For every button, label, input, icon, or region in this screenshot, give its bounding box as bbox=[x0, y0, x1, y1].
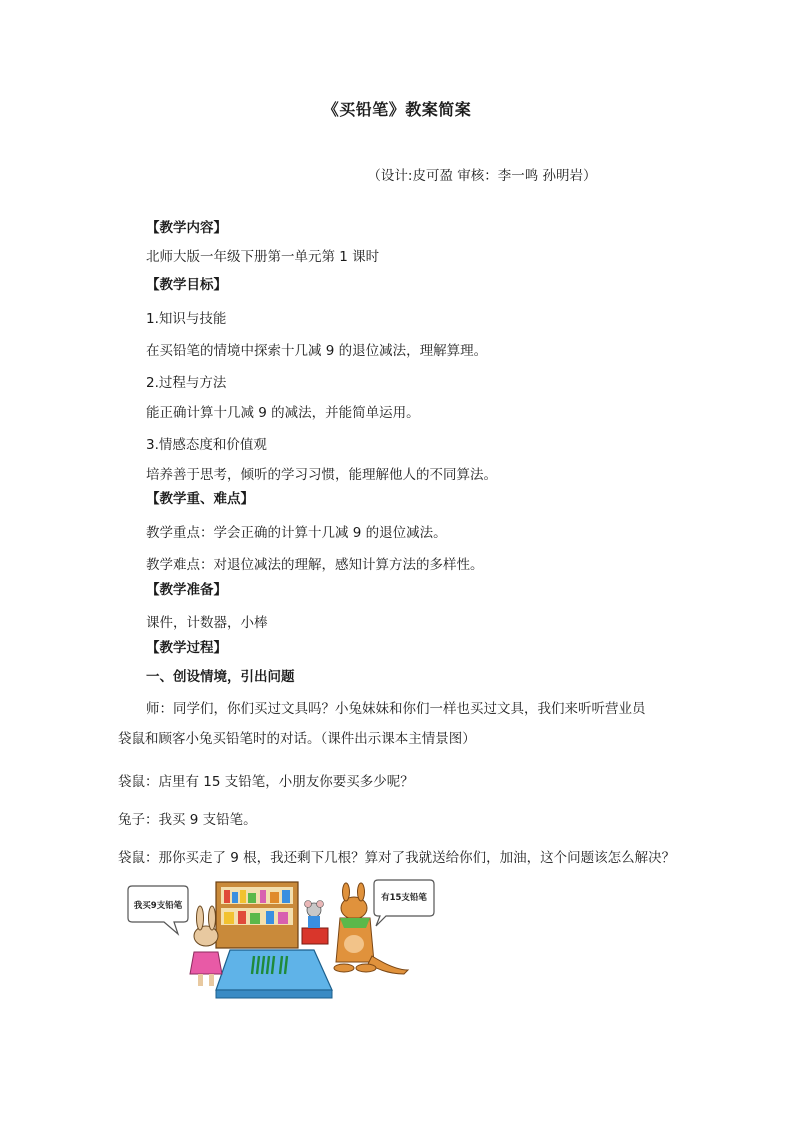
speech-bubble-right bbox=[374, 880, 434, 926]
goal3-text: 培养善于思考，倾听的学习习惯，能理解他人的不同算法。 bbox=[146, 467, 497, 483]
goal1-title: 1.知识与技能 bbox=[146, 311, 227, 327]
dialog-line-3: 袋鼠：那你买走了 9 根，我还剩下几根？算对了我就送给你们，加油，这个问题该怎么解决？ bbox=[118, 850, 676, 866]
step1-heading: 一、创设情境，引出问题 bbox=[146, 669, 295, 685]
shop-scene-svg bbox=[118, 878, 438, 1003]
bubble-left-text: 我买9支铅笔 bbox=[133, 901, 183, 911]
heading-key-points: 【教学重、难点】 bbox=[146, 491, 254, 507]
content-text: 北师大版一年级下册第一单元第 1 课时 bbox=[146, 249, 380, 265]
red-stool bbox=[302, 928, 328, 944]
heading-process: 【教学过程】 bbox=[146, 640, 227, 656]
speech-bubble-left bbox=[128, 886, 188, 934]
heading-preparation: 【教学准备】 bbox=[146, 582, 227, 598]
heading-goals: 【教学目标】 bbox=[146, 277, 227, 293]
goal1-text: 在买铅笔的情境中探索十几减 9 的退位减法，理解算理。 bbox=[146, 343, 488, 359]
preparation-text: 课件，计数器，小棒 bbox=[146, 615, 268, 631]
bubble-right-text: 有15支铅笔 bbox=[381, 893, 427, 903]
shelf bbox=[216, 882, 298, 948]
goal2-title: 2.过程与方法 bbox=[146, 375, 227, 391]
key-point: 教学重点：学会正确的计算十几减 9 的退位减法。 bbox=[146, 525, 447, 541]
dialog-line-1: 袋鼠：店里有 15 支铅笔，小朋友你要买多少呢？ bbox=[118, 774, 414, 790]
document-credit: （设计:皮可盈 审核：李一鸣 孙明岩） bbox=[367, 168, 597, 184]
goal2-text: 能正确计算十几减 9 的减法，并能简单运用。 bbox=[146, 405, 420, 421]
mouse-figure bbox=[305, 901, 324, 929]
difficult-point: 教学难点：对退位减法的理解，感知计算方法的多样性。 bbox=[146, 557, 484, 573]
paragraph1-line2: 袋鼠和顾客小兔买铅笔时的对话。（课件出示课本主情景图） bbox=[118, 731, 476, 747]
dialog-line-2: 兔子：我买 9 支铅笔。 bbox=[118, 812, 257, 828]
goal3-title: 3.情感态度和价值观 bbox=[146, 437, 267, 453]
counter-table bbox=[216, 950, 332, 998]
document-title: 《买铅笔》教案简案 bbox=[322, 100, 472, 119]
paragraph1-line1: 师：同学们，你们买过文具吗？小兔妹妹和你们一样也买过文具，我们来听听营业员 bbox=[146, 701, 646, 717]
shop-scene-illustration bbox=[118, 878, 438, 1003]
heading-content: 【教学内容】 bbox=[146, 220, 227, 236]
